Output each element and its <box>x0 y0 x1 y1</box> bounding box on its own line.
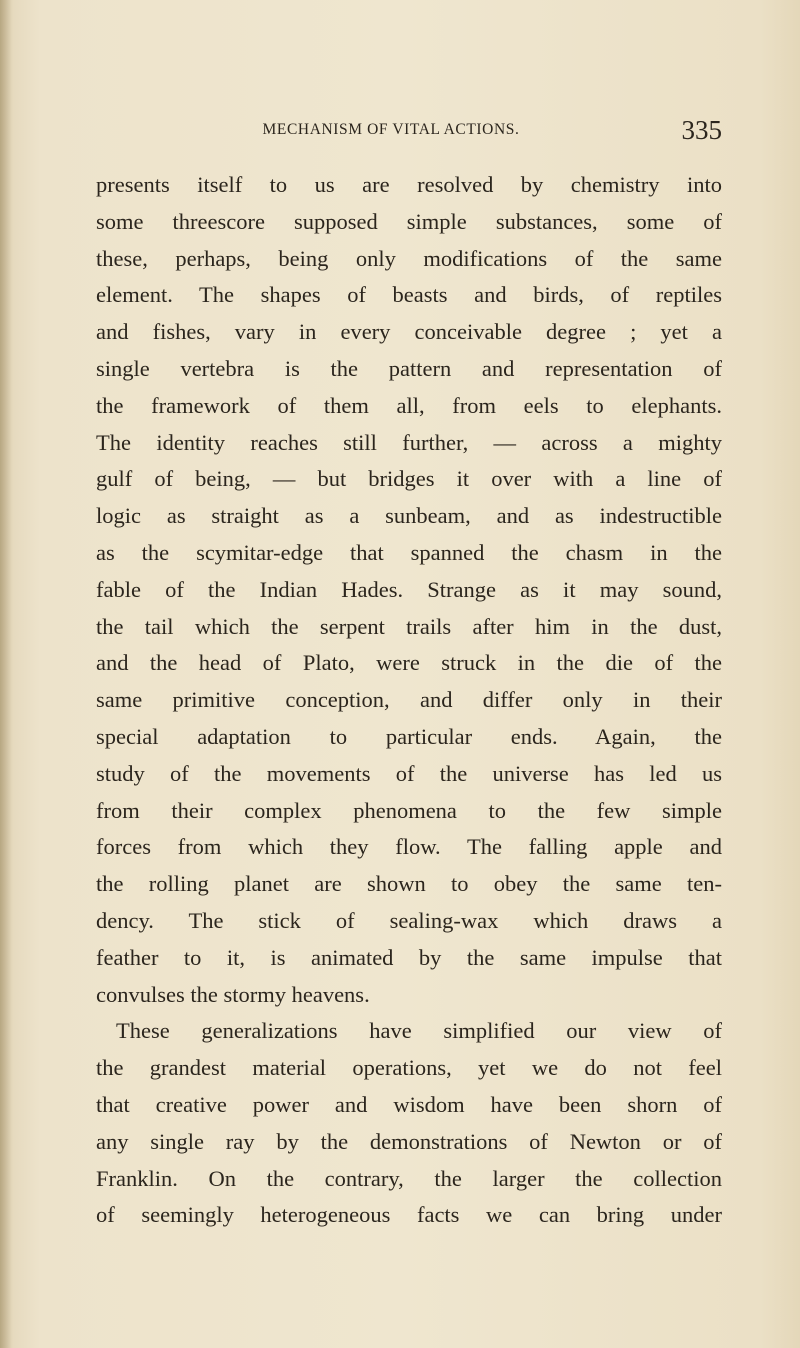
text-line: of seemingly heterogeneous facts we can bring under <box>96 1202 722 1228</box>
text-line: some threescore supposed simple substances, some of <box>96 208 722 234</box>
page-header <box>96 117 722 147</box>
text-line: the rolling planet are shown to obey the same ten- <box>96 871 722 897</box>
text-line: fable of the Indian Hades. Strange as it may sound, <box>96 576 722 602</box>
text-line: feather to it, is animated by the same impulse that <box>96 944 722 970</box>
text-line: element. The shapes of beasts and birds, of reptiles <box>96 282 722 308</box>
text-line: forces from which they flow. The falling apple and <box>96 834 722 860</box>
running-head: MECHANISM OF VITAL ACTIONS. <box>262 121 520 138</box>
page-gutter-shadow <box>0 0 12 1348</box>
text-line: study of the movements of the universe has led us <box>96 760 722 786</box>
text-line: presents itself to us are resolved by chemistry into <box>96 172 722 197</box>
text-line: that creative power and wisdom have been shorn of <box>96 1091 722 1117</box>
text-line: same primitive conception, and differ only in their <box>96 687 722 713</box>
text-line: these, perhaps, being only modifications of the same <box>96 245 722 271</box>
text-line: single vertebra is the pattern and representation of <box>96 355 722 381</box>
text-line: and fishes, vary in every conceivable degree ; yet a <box>96 319 722 345</box>
text-line: the framework of them all, from eels to elephants. <box>96 392 722 418</box>
text-line: Franklin. On the contrary, the larger the collection <box>96 1165 722 1191</box>
text-line: special adaptation to particular ends. Again, the <box>96 723 722 749</box>
text-line: dency. The stick of sealing-wax which draws a <box>96 907 722 933</box>
text-line: gulf of being, — but bridges it over with a line of <box>96 466 722 492</box>
text-line: logic as straight as a sunbeam, and as indestructible <box>96 503 722 529</box>
body-text <box>96 167 722 1234</box>
text-line: from their complex phenomena to the few simple <box>96 797 722 823</box>
text-line: the tail which the serpent trails after him in the dust, <box>96 613 722 639</box>
text-line: convulses the stormy heavens. <box>96 981 370 1007</box>
page-number: 335 <box>681 115 722 145</box>
text-line: any single ray by the demonstrations of Newton or of <box>96 1128 722 1154</box>
text-line: the grandest material operations, yet we do not feel <box>96 1055 722 1081</box>
text-line: and the head of Plato, were struck in the die of the <box>96 650 722 676</box>
text-line: The identity reaches still further, — across a mighty <box>96 429 722 455</box>
text-line: These generalizations have simplified our view of <box>116 1018 722 1044</box>
text-line: as the scymitar-edge that spanned the chasm in the <box>96 539 722 565</box>
